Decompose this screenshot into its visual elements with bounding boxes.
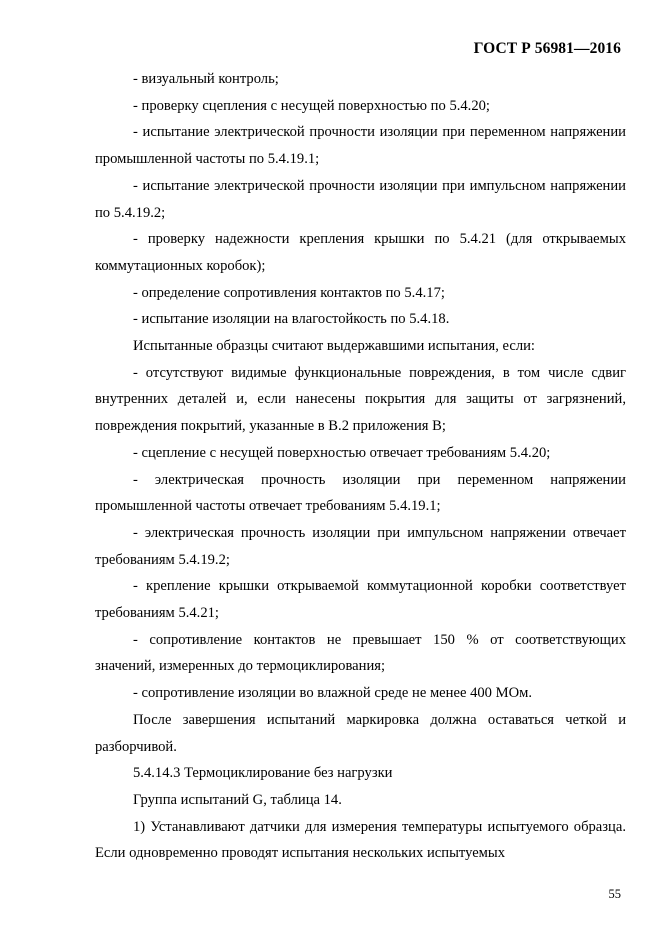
paragraph-moisture-test: - испытание изоляции на влагостойкость по 5.4.18.	[133, 311, 450, 328]
paragraph-adhesion-check: - проверку сцепления с несущей поверхностью по 5.4.20;	[133, 97, 490, 114]
paragraph-adhesion-ok: - сцепление с несущей поверхностью отвечает требованиям 5.4.20;	[133, 444, 551, 461]
paragraph-contact-resistance: - определение сопротивления контактов по 5.4.17;	[133, 284, 445, 301]
paragraph-ac-strength-test: - испытание электрической прочности изоляции при переменном напряжении промышленной частоты по 5.4.19.1;	[95, 124, 626, 168]
standard-designation: ГОСТ Р 56981—2016	[473, 40, 621, 57]
paragraph-test-group: Группа испытаний G, таблица 14.	[133, 791, 342, 808]
paragraph-insulation-resistance-ok: - сопротивление изоляции во влажной среде не менее 400 МОм.	[133, 685, 533, 702]
page-number: 55	[608, 887, 621, 901]
paragraph-step-1: 1) Устанавливают датчики для измерения температуры испытуемого образца. Если одновременно проводят испытания нескольких испытуемых	[95, 818, 626, 862]
paragraph-cover-fixing-check: - проверку надежности крепления крышки по 5.4.21 (для открываемых коммутационных коробок);	[95, 231, 626, 274]
section-heading-5-4-14-3: 5.4.14.3 Термоциклирование без нагрузки	[133, 765, 393, 782]
paragraph-marking-legible: После завершения испытаний маркировка должна оставаться четкой и разборчивой.	[95, 711, 626, 755]
document-body	[95, 66, 626, 867]
paragraph-no-damage: - отсутствуют видимые функциональные повреждения, в том числе сдвиг внутренних деталей и, если нанесены покрытия для защиты от загрязнений, повреждения покрытий, указанные в В.2 приложения В;	[95, 364, 626, 435]
paragraph-visual-inspection: - визуальный контроль;	[133, 71, 279, 87]
paragraph-pass-criteria-intro: Испытанные образцы считают выдержавшими испытания, если:	[133, 338, 535, 355]
paragraph-contact-resistance-ok: - сопротивление контактов не превышает 150 % от соответствующих значений, измеренных до термоциклирования;	[95, 631, 626, 675]
paragraph-impulse-strength-test: - испытание электрической прочности изоляции при импульсном напряжении по 5.4.19.2;	[95, 177, 626, 221]
paragraph-cover-fixing-ok: - крепление крышки открываемой коммутационной коробки соответствует требованиям 5.4.21;	[95, 578, 626, 622]
paragraph-impulse-strength-ok: - электрическая прочность изоляции при импульсном напряжении отвечает требованиям 5.4.19.2;	[95, 524, 626, 568]
paragraph-ac-strength-ok: - электрическая прочность изоляции при переменном напряжении промышленной частоты отвечает требованиям 5.4.19.1;	[95, 471, 626, 515]
